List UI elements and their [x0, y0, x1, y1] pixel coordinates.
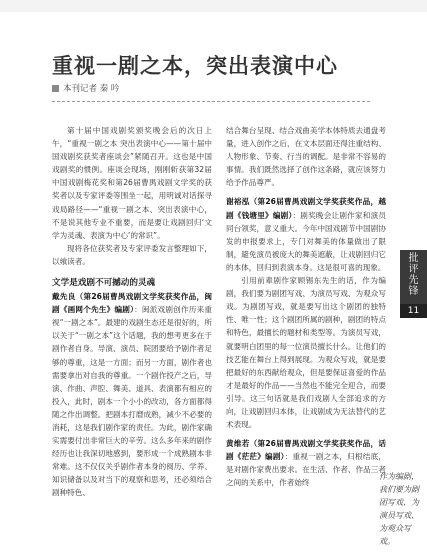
speaker-paragraph-1 [52, 290, 212, 500]
continued-paragraph: 结合舞台呈现、结合戏曲美学本体特质去通盘考量，进入创作之后，在文本层面还得注重结构、人物形象、节奏、行当的调配。是非常不容易的事情。我们既然选择了创作这条路，就应该努力给予作品尊严。 [226, 126, 386, 188]
section-tab [400, 250, 427, 304]
speaker-text-2: ：剧奖晚会让剧作家和演员同台领奖，意义重大。今年中国戏剧节中国剧协发的申报要求上，专门对舞美的体量做出了限制，避免演员被庞大的舞美遮蔽，让戏剧回归它的本体，回归到表演本身。这是很可喜的现象。 [226, 210, 387, 272]
title-rule [52, 101, 370, 102]
right-column [226, 124, 386, 490]
top-band [0, 0, 427, 12]
left-column [52, 124, 212, 500]
speaker-paragraph-2b: 引用前辈剧作家顾锡东先生的话，作为编剧，我们要为剧团写戏、为演员写戏、为观众写戏。为剧团写戏，就是要写出这个剧团的独特性、唯一性；这个剧团所属的剧种，剧团的特点和特色，最擅长的题材和类型等。为演员写戏，就要明白团里的每一位演员擅长什么。让他们的技艺能在舞台上得到展现。为观众写戏，就是要把最好的东西献给观众，但是要保证喜爱的作品才是最好的作品——当然也不能完全迎合，而要引导。这三句话就是我们戏剧人全部追求的方向，让戏剧回归本体，让戏剧成为无法替代的艺术表现。 [226, 276, 386, 430]
intro-note-paragraph: 现将各位获奖者及专家评委发言整理如下，以飨读者。 [52, 243, 212, 266]
speaker-name-3: 黄维若（第26届曹禺戏剧文学奖获奖作品，话剧《茫茫》编剧） [226, 439, 386, 462]
speaker-paragraph-3 [226, 437, 386, 489]
speaker-text-1: ：闽派戏剧创作历来重视“一剧之本”。最建的戏剧生态还是很好的，所以关于“一剧之本”这个话题，我的想考更多在于剧作者自身。导演、演员、院团要给予剧作者足够的尊重，这是一方面；而另一方面，剧作者也需要拿出对自我的尊重。一个剧作投产之后，导演、作曲、声腔、舞美、道具、表演都有相应的投入，此时，剧本一个小小的改动，各方面都得随之作出调整。把剧本打磨成熟，减少不必要的消耗，这是我们剧作家的责任。为此，剧作家确实需要付出非常巨大的辛劳。这么多年来的剧作经历也让我深切地感到，要形成一个成熟剧本非常难。这不仅仅关乎剧作者本身的阅历、学养、知识储备以及对当下的观察和思考，还必须结合剧种特色、 [52, 305, 213, 498]
section-tab-char: 先 [408, 275, 419, 286]
byline [52, 82, 119, 94]
byline-text: 本刊记者 秦 吟 [63, 84, 120, 94]
section-heading: 文学是戏剧不可撼动的灵魂 [52, 278, 156, 289]
speaker-name-1: 戴先良（第26届曹禺戏剧文学奖获奖作品，闽剧《画网个先生》编剧） [52, 292, 212, 315]
byline-marker-icon [52, 85, 59, 92]
speaker-text-3: ：重视一剧之本，归根结底，是对剧作家费出要求。在生活、作者、作品三者之间的关系中，作者始终 [226, 452, 387, 488]
intro-paragraph: 第十届中国戏剧奖颁奖晚会后的次日上午，“重视一剧之本 突出表演中心——第十届中国戏剧奖获奖者座谈会”紧随召开。这也是中国戏剧奖的惯例。座谈会现场，刚刚斩获第32届中国戏剧梅花奖和第26届曹禺戏剧文学奖的获奖者以及专家评委等围坐一起，用明诚对话探寻戏局路径——“重视一剧之本、突出表演中心，不是说其他专业不重要，而是要让戏剧回归‘文学为灵魂、表演为中心’的常识”。 [52, 126, 212, 240]
section-tab-char: 锋 [408, 286, 419, 297]
article-title: 重视一剧之本，突出表演中心 [52, 54, 338, 78]
section-tab-char: 批 [408, 253, 419, 264]
page-number: 11 [400, 304, 427, 318]
pull-quote: 作为编剧，我们要为剧团写戏、为演员写戏、为观众写戏。 [379, 472, 419, 546]
section-tab-char: 评 [408, 264, 419, 275]
speaker-name-2: 谢裕泓（第26届曹禺戏剧文学奖获奖作品，越剧《钱塘里》编剧） [226, 197, 386, 220]
speaker-paragraph-2 [226, 195, 386, 274]
